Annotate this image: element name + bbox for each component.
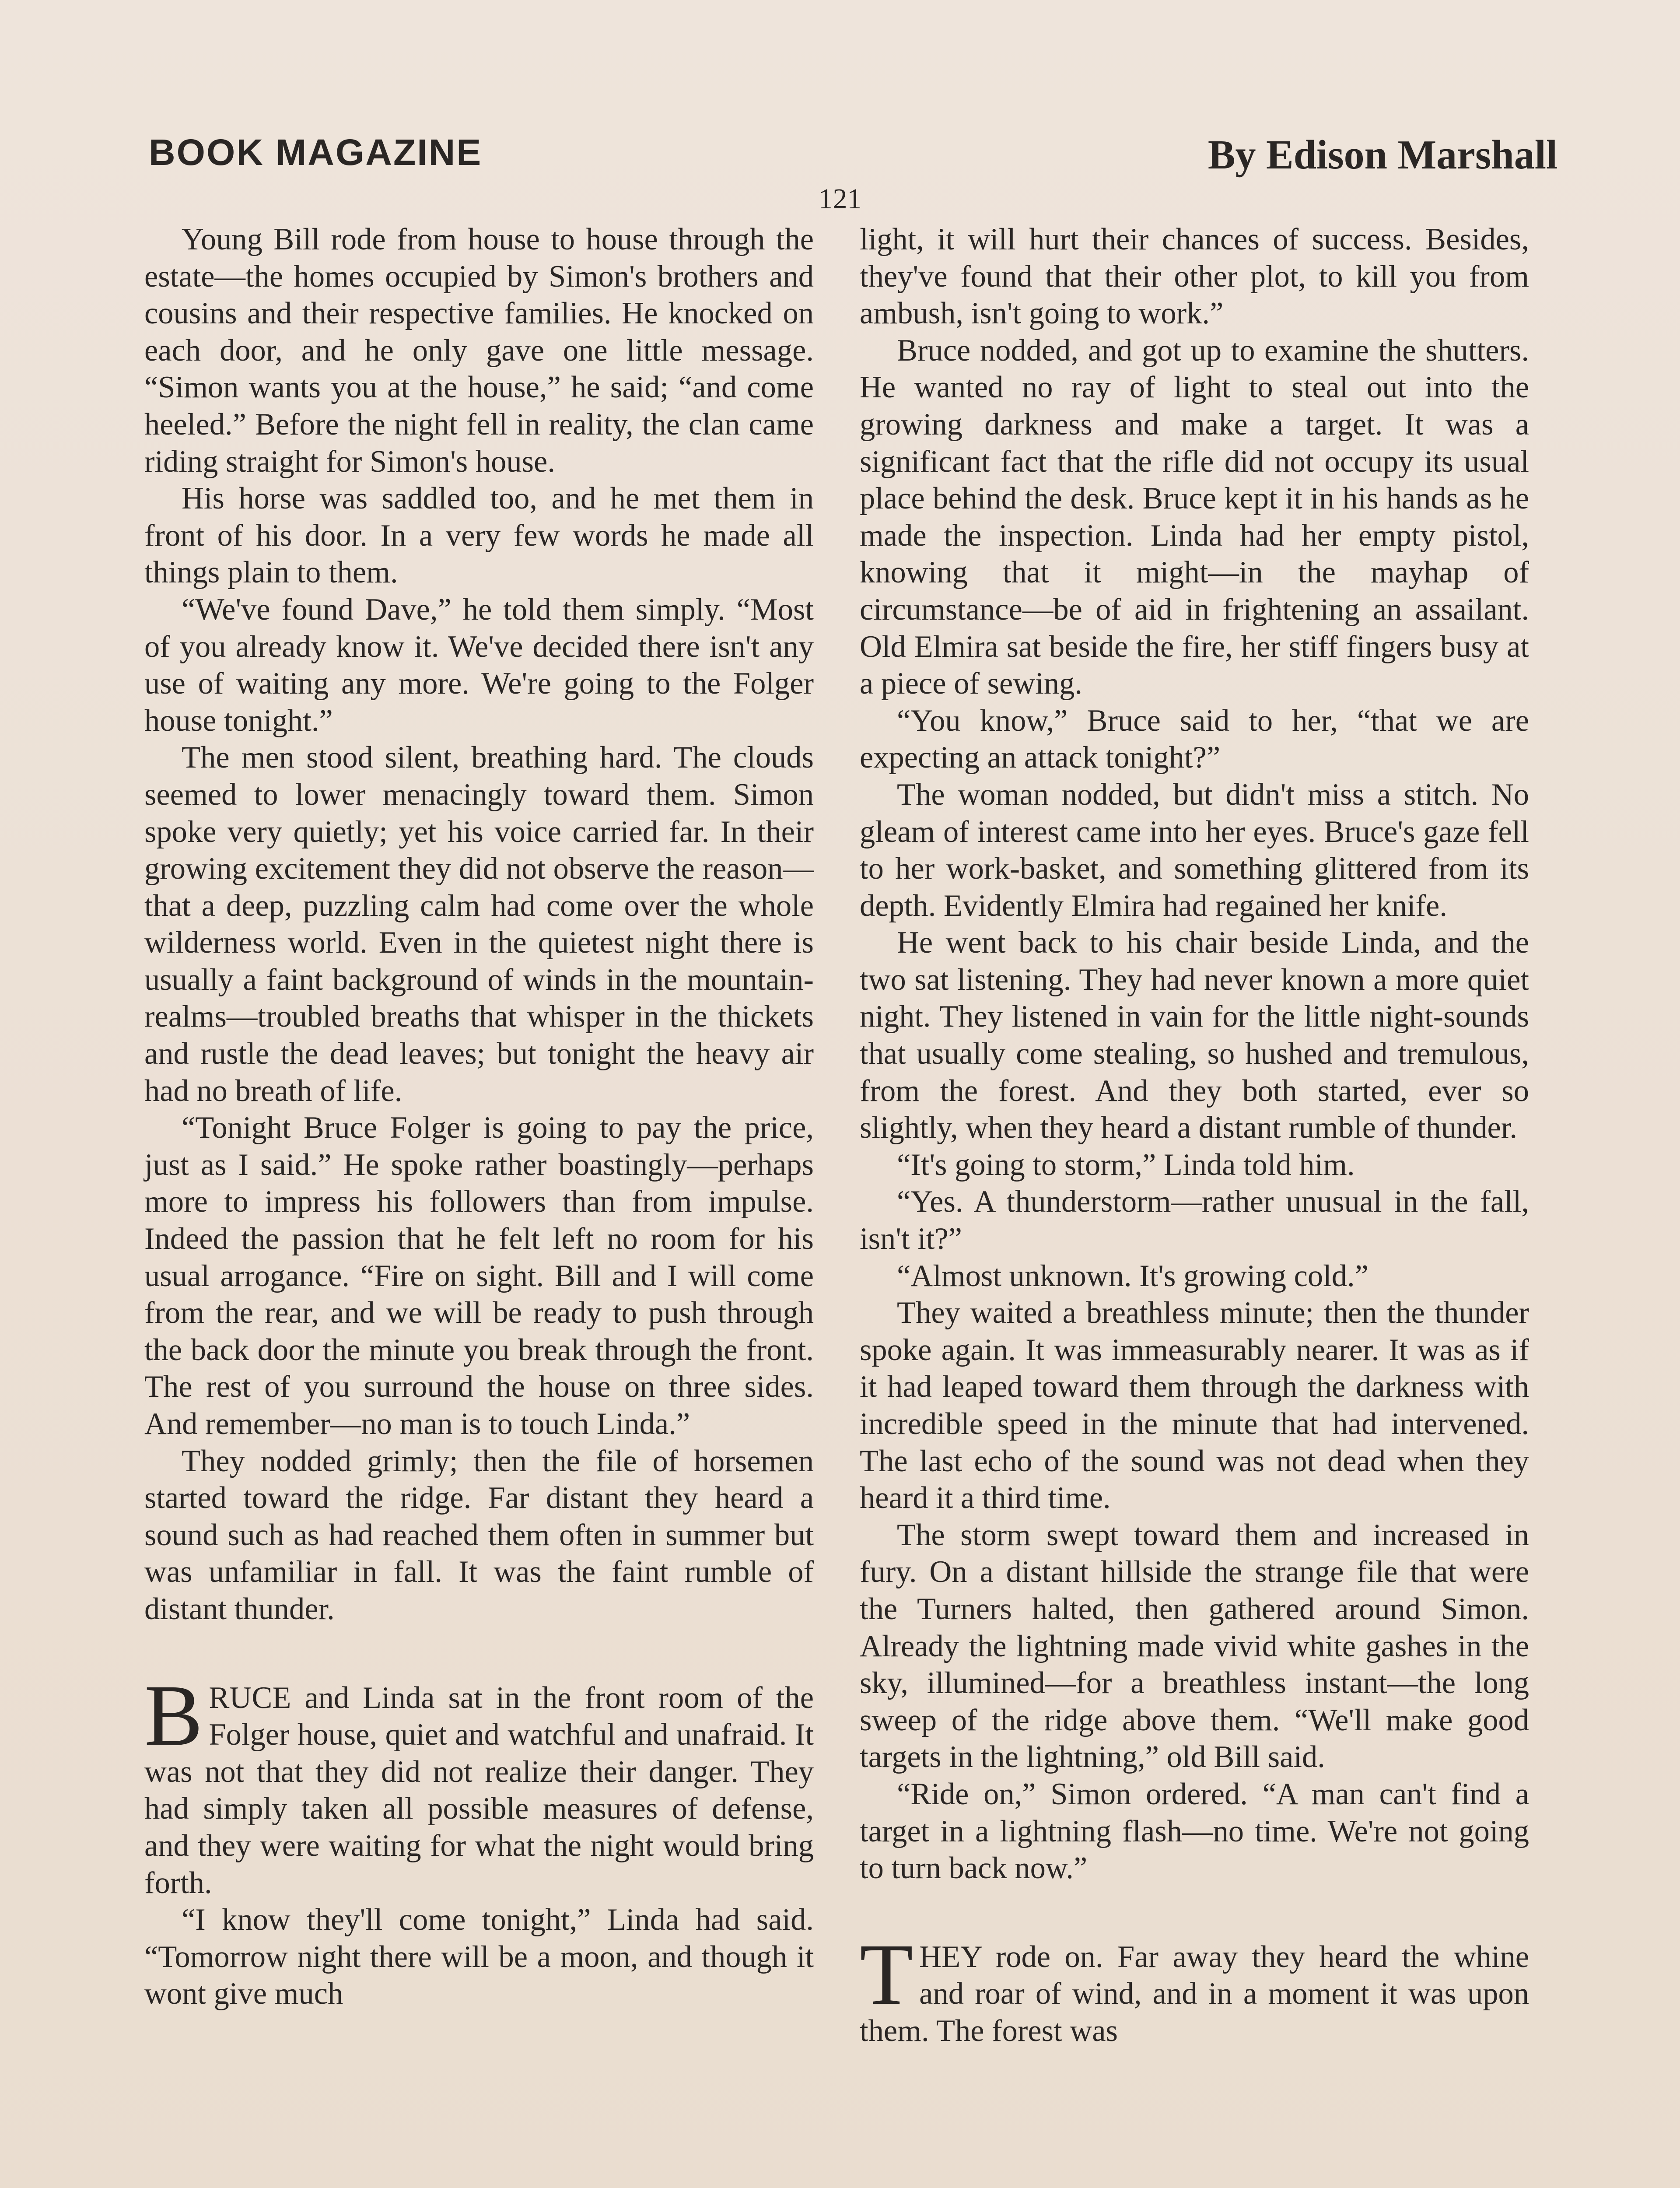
section-opening-text: RUCE and Linda sat in the front room of the Folger house, quiet and watchful and unafraid. It was not that they did not realize their danger. They had simply taken all possible measures of defense, and they were waiting for what the night would bring forth. <box>144 1680 814 1900</box>
paragraph: “Almost unknown. It's growing cold.” <box>897 1259 1368 1293</box>
right-column <box>860 221 1529 2050</box>
section-opening-paragraph <box>860 1926 1529 2050</box>
paragraph: They waited a breathless minute; then the thunder spoke again. It was immeasurably nearer. It was as if it had leaped toward them through the darkness with incredible speed in the minute that had intervened. The last echo of the sound was not dead when they heard it a third time. <box>860 1296 1529 1515</box>
page-number: 121 <box>818 183 862 215</box>
paragraph: light, it will hurt their chances of success. Besides, they've found that their other plot, to kill you from ambush, isn't going to work.” <box>860 222 1529 331</box>
paragraph: “We've found Dave,” he told them simply. “Most of you already know it. We've decided there isn't any use of waiting any more. We're going to the Folger house tonight.” <box>144 592 814 738</box>
running-head <box>149 131 1558 179</box>
section-opening-paragraph <box>144 1667 814 1902</box>
drop-cap: T <box>860 1926 914 2023</box>
paragraph: His horse was saddled too, and he met them in front of his door. In a very few words he made all things plain to them. <box>144 481 814 590</box>
author-byline: By Edison Marshall <box>1208 132 1558 178</box>
paragraph: The men stood silent, breathing hard. The clouds seemed to lower menacingly toward them. Simon spoke very quietly; yet his voice carried far. In their growing excitement they did not observe the reason—that a deep, puzzling calm had come over the whole wilderness world. Even in the quietest night there is usually a faint background of winds in the mountain-realms—troubled breaths that whisper in the thickets and rustle the dead leaves; but tonight the heavy air had no breath of life. <box>144 740 814 1108</box>
paragraph: “Tonight Bruce Folger is going to pay the price, just as I said.” He spoke rather boastingly—perhaps more to impress his followers than from impulse. Indeed the passion that he felt left no room for his usual arrogance. “Fire on sight. Bill and I will come from the rear, and we will be ready to push through the back door the minute you break through the front. The rest of you surround the house on three sides. And remember—no man is to touch Linda.” <box>144 1111 814 1441</box>
paragraph: He went back to his chair beside Linda, and the two sat listening. They had never known a more quiet night. They listened in vain for the little night-sounds that usually come stealing, so hushed and tremulous, from the forest. And they both started, ever so slightly, when they heard a distant rumble of thunder. <box>860 926 1529 1145</box>
paragraph: “Ride on,” Simon ordered. “A man can't find a target in a lightning flash—no time. We're not going to turn back now.” <box>860 1777 1529 1886</box>
drop-cap: B <box>144 1667 203 1764</box>
paragraph: “You know,” Bruce said to her, “that we are expecting an attack tonight?” <box>860 703 1529 775</box>
section-opening-text: HEY rode on. Far away they heard the whine and roar of wind, and in a moment it was upon them. The forest was <box>860 1939 1529 2048</box>
paragraph: The storm swept toward them and increased in fury. On a distant hillside the strange file that were the Turners halted, then gathered around Simon. Already the lightning made vivid white gashes in the sky, illumined—for a breathless instant—the long sweep of the ridge above them. “We'll make good targets in the lightning,” old Bill said. <box>860 1518 1529 1774</box>
paragraph: Bruce nodded, and got up to examine the shutters. He wanted no ray of light to steal out into the growing darkness and make a target. It was a significant fact that the rifle did not occupy its usual place behind the desk. Bruce kept it in his hands as he made the inspection. Linda had her empty pistol, knowing that it might—in the mayhap of circumstance—be of aid in frightening an assailant. Old Elmira sat beside the fire, her stiff fingers busy at a piece of sewing. <box>860 333 1529 701</box>
paragraph: The woman nodded, but didn't miss a stitch. No gleam of interest came into her eyes. Bruce's gaze fell to her work-basket, and something glittered from its depth. Evidently Elmira had regained her knife. <box>860 777 1529 923</box>
paragraph: They nodded grimly; then the file of horsemen started toward the ridge. Far distant they heard a sound such as had reached them often in summer but was unfamiliar in fall. It was the faint rumble of distant thunder. <box>144 1444 814 1626</box>
paragraph: “Yes. A thunderstorm—rather unusual in the fall, isn't it?” <box>860 1185 1529 1256</box>
paragraph: Young Bill rode from house to house through the estate—the homes occupied by Simon's brothers and cousins and their respective families. He knocked on each door, and he only gave one little message. “Simon wants you at the house,” he said; “and come heeled.” Before the night fell in reality, the clan came riding straight for Simon's house. <box>144 222 814 479</box>
left-column <box>144 221 814 2013</box>
magazine-title: BOOK MAGAZINE <box>149 132 483 173</box>
paragraph: “I know they'll come tonight,” Linda had said. “Tomorrow night there will be a moon, and though it wont give much <box>144 1903 814 2011</box>
paragraph: “It's going to storm,” Linda told him. <box>897 1147 1355 1182</box>
